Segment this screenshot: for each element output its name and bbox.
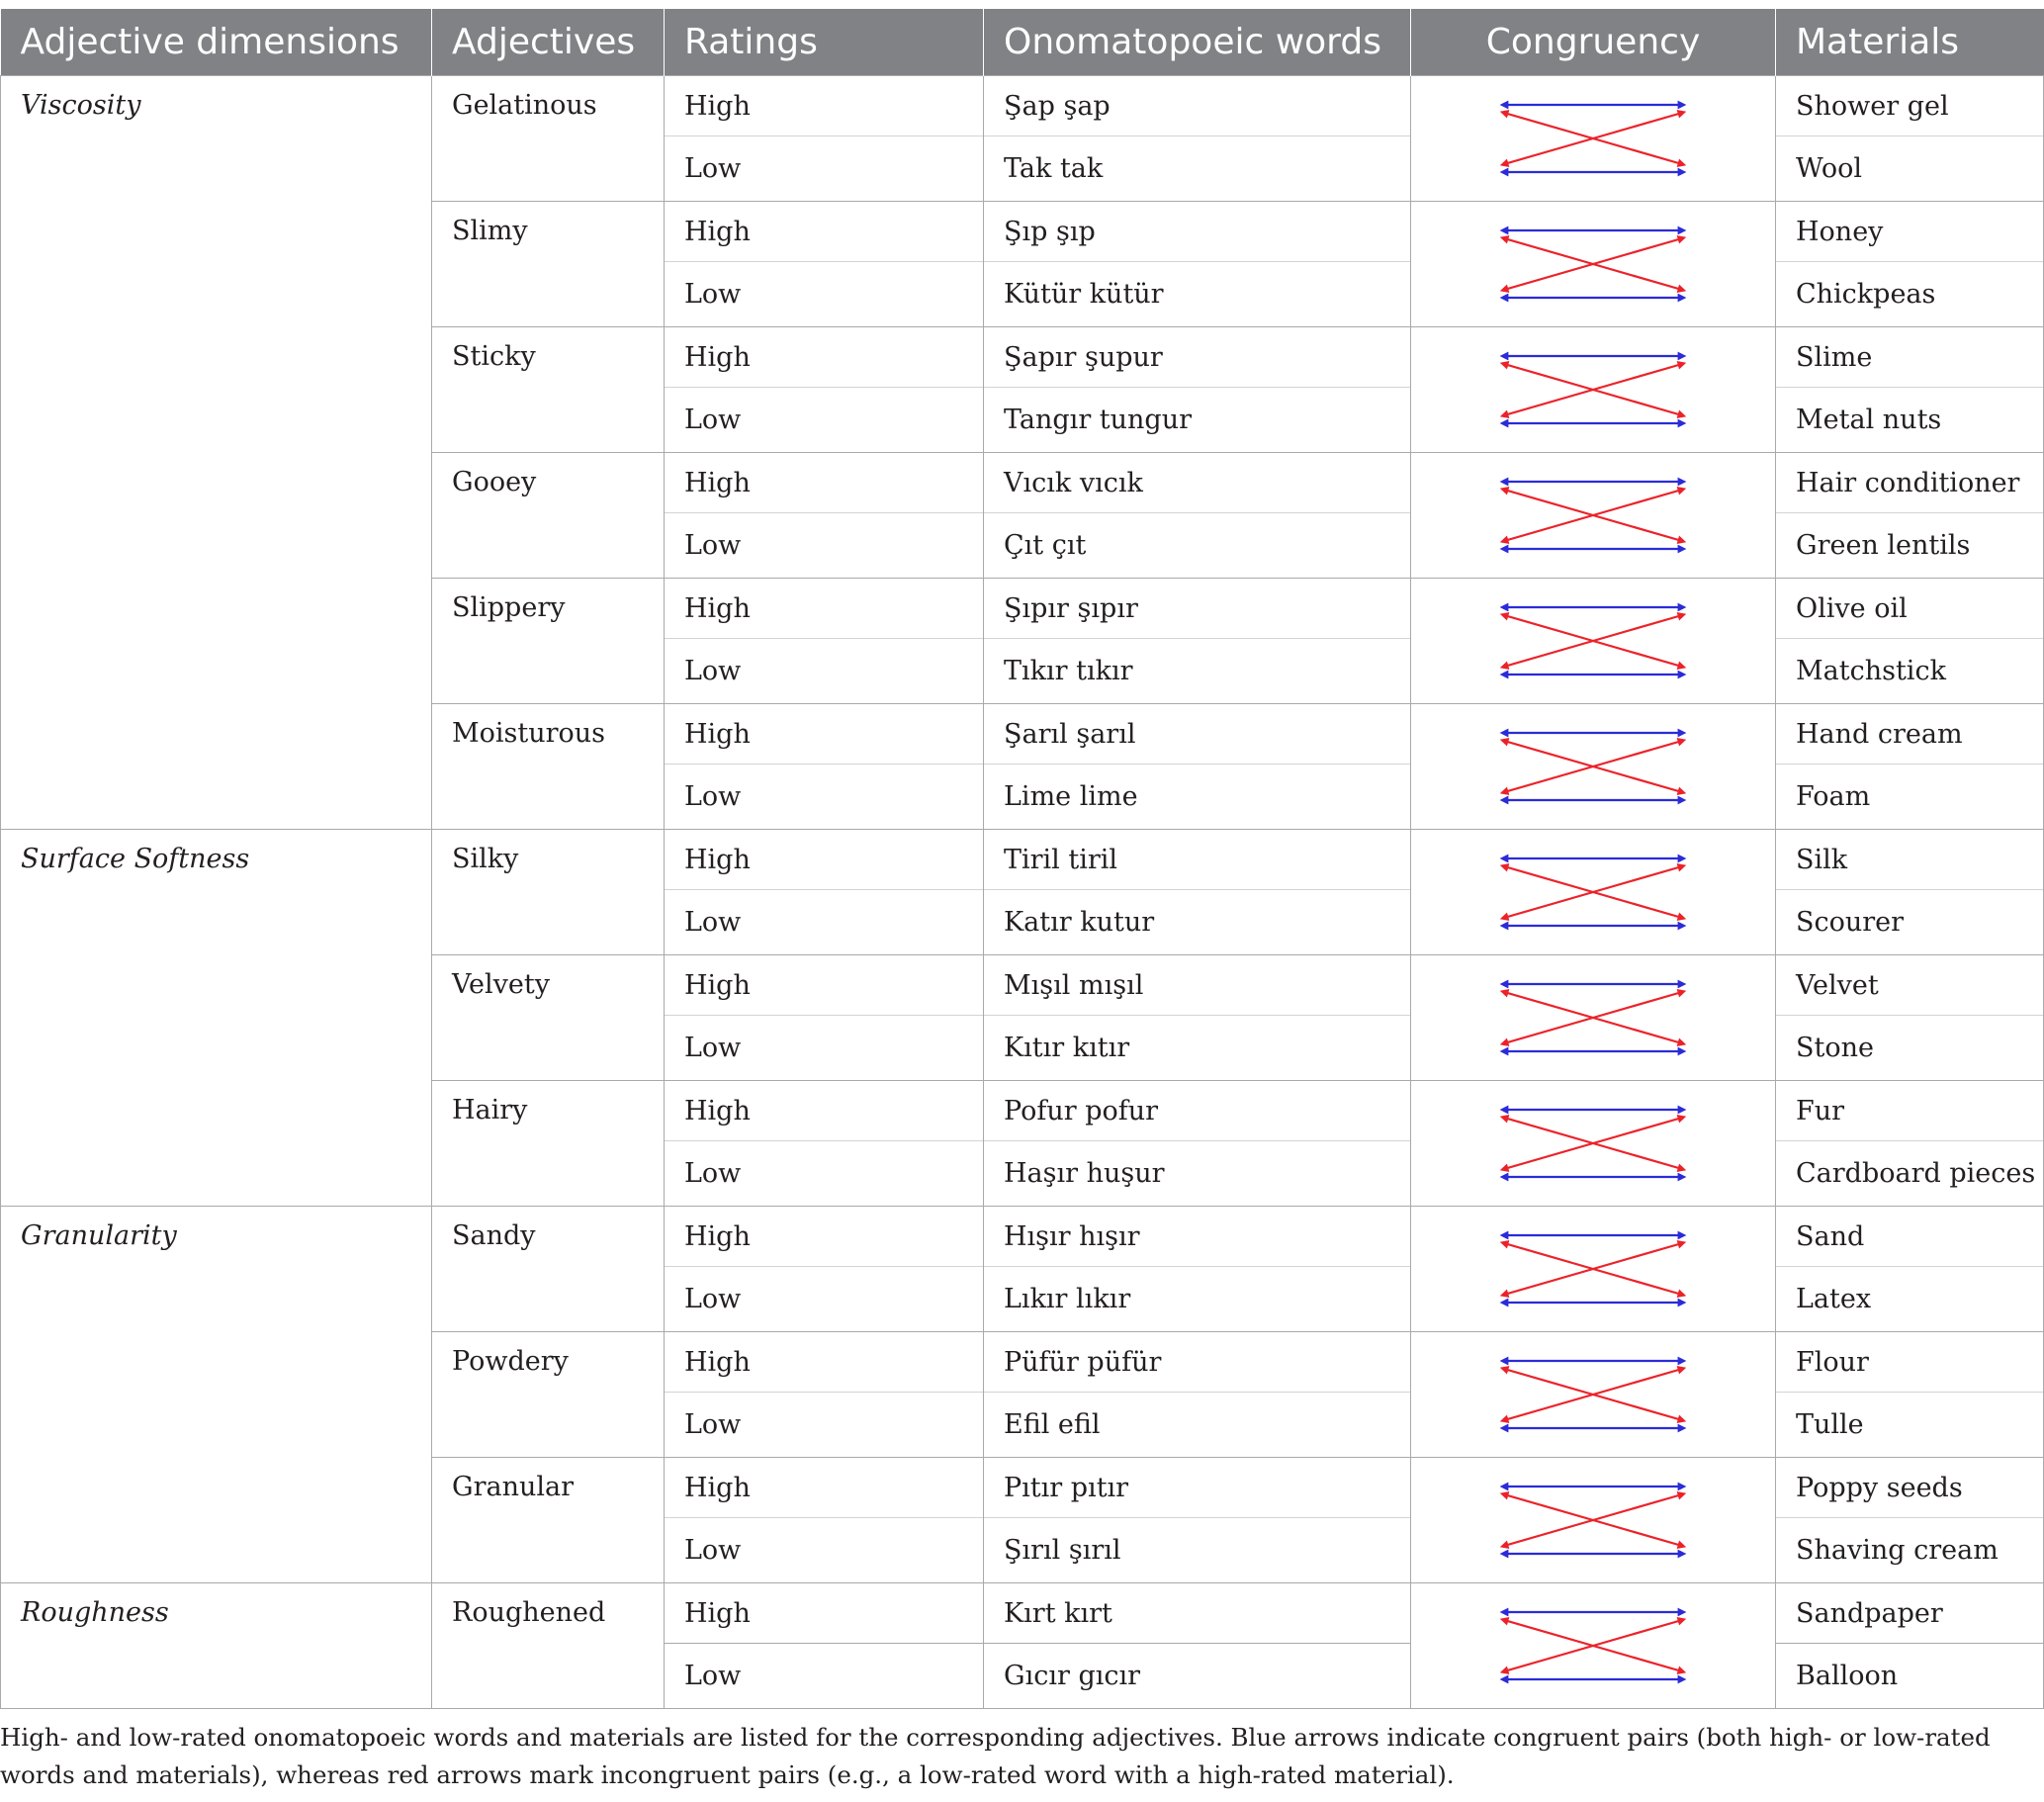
rating-cell: Low <box>665 890 984 955</box>
rating-cell: High <box>665 453 984 513</box>
adjective-cell: Powdery <box>432 1332 665 1458</box>
onomatopoeic-word-cell: Pofur pofur <box>984 1081 1411 1141</box>
incongruent-arrow-down <box>1504 113 1593 138</box>
onomatopoeic-word-cell: Lıkır lıkır <box>984 1267 1411 1332</box>
incongruent-arrow-up <box>1593 1494 1682 1520</box>
incongruent-arrow-up <box>1504 1646 1593 1671</box>
material-cell: Slime <box>1776 327 2044 388</box>
rating-cell: High <box>665 955 984 1016</box>
incongruent-arrow-down <box>1504 866 1593 892</box>
incongruent-arrow-up <box>1593 741 1682 766</box>
material-cell: Metal nuts <box>1776 388 2044 453</box>
cong0_4 <box>1494 591 1692 690</box>
incongruent-arrow-down <box>1593 264 1682 290</box>
adjective-cell: Slippery <box>432 579 665 704</box>
cong3_0 <box>1494 1596 1692 1695</box>
table-row <box>1 830 2044 890</box>
onomatopoeic-word-cell: Haşır huşur <box>984 1141 1411 1207</box>
rating-cell: Low <box>665 1518 984 1583</box>
header-ratings: Ratings <box>665 9 984 76</box>
incongruent-arrow-up <box>1593 1118 1682 1143</box>
material-cell: Hand cream <box>1776 704 2044 765</box>
material-cell: Shower gel <box>1776 76 2044 136</box>
incongruent-arrow-up <box>1593 238 1682 264</box>
rating-cell: High <box>665 830 984 890</box>
header-onomatopoeic-words: Onomatopoeic words <box>984 9 1411 76</box>
congruency-cell <box>1411 955 1776 1081</box>
onomatopoeic-word-cell: Şıpır şıpır <box>984 579 1411 639</box>
incongruent-arrow-up <box>1504 138 1593 164</box>
material-cell: Flour <box>1776 1332 2044 1393</box>
dimension-cell: Surface Softness <box>1 830 432 1207</box>
adjective-cell: Moisturous <box>432 704 665 830</box>
cong2_0 <box>1494 1219 1692 1318</box>
rating-cell: Low <box>665 1016 984 1081</box>
onomatopoeic-word-cell: Şırıl şırıl <box>984 1518 1411 1583</box>
onomatopoeic-word-cell: Püfür püfür <box>984 1332 1411 1393</box>
adjective-cell: Gelatinous <box>432 76 665 202</box>
material-cell: Balloon <box>1776 1644 2044 1709</box>
incongruent-arrow-up <box>1504 892 1593 918</box>
onomatopoeic-word-cell: Tıkır tıkır <box>984 639 1411 704</box>
material-cell: Stone <box>1776 1016 2044 1081</box>
data-table <box>0 9 2044 1709</box>
table-body <box>1 76 2044 1709</box>
incongruent-arrow-down <box>1504 490 1593 515</box>
incongruent-arrow-up <box>1504 1018 1593 1043</box>
material-cell: Latex <box>1776 1267 2044 1332</box>
congruency-cell <box>1411 1583 1776 1709</box>
material-cell: Foam <box>1776 765 2044 830</box>
incongruent-arrow-down <box>1593 390 1682 415</box>
incongruent-arrow-up <box>1504 1143 1593 1169</box>
header-materials: Materials <box>1776 9 2044 76</box>
rating-cell: High <box>665 704 984 765</box>
material-cell: Matchstick <box>1776 639 2044 704</box>
table-row <box>1 1583 2044 1644</box>
rating-cell: High <box>665 76 984 136</box>
adjective-cell: Granular <box>432 1458 665 1583</box>
onomatopoeic-word-cell: Şapır şupur <box>984 327 1411 388</box>
rating-cell: Low <box>665 1393 984 1458</box>
incongruent-arrow-down <box>1593 641 1682 667</box>
adjective-cell: Gooey <box>432 453 665 579</box>
onomatopoeic-word-cell: Gıcır gıcır <box>984 1644 1411 1709</box>
congruency-cell <box>1411 202 1776 327</box>
rating-cell: High <box>665 1583 984 1644</box>
incongruent-arrow-down <box>1593 766 1682 792</box>
dimension-cell: Viscosity <box>1 76 432 830</box>
incongruent-arrow-up <box>1504 1269 1593 1295</box>
rating-cell: Low <box>665 639 984 704</box>
adjective-cell: Roughened <box>432 1583 665 1709</box>
congruency-cell <box>1411 1081 1776 1207</box>
dimension-cell: Granularity <box>1 1207 432 1583</box>
congruency-cell <box>1411 453 1776 579</box>
onomatopoeic-word-cell: Kütür kütür <box>984 262 1411 327</box>
incongruent-arrow-down <box>1504 615 1593 641</box>
onomatopoeic-word-cell: Mışıl mışıl <box>984 955 1411 1016</box>
incongruent-arrow-up <box>1504 1395 1593 1420</box>
incongruent-arrow-down <box>1504 1494 1593 1520</box>
incongruent-arrow-up <box>1593 866 1682 892</box>
material-cell: Sandpaper <box>1776 1583 2044 1644</box>
onomatopoeic-word-cell: Vıcık vıcık <box>984 453 1411 513</box>
incongruent-arrow-down <box>1593 1269 1682 1295</box>
incongruent-arrow-up <box>1504 1520 1593 1546</box>
header-adjectives: Adjectives <box>432 9 665 76</box>
cong0_3 <box>1494 466 1692 565</box>
onomatopoeic-word-cell: Lime lime <box>984 765 1411 830</box>
onomatopoeic-word-cell: Tak tak <box>984 136 1411 202</box>
material-cell: Cardboard pieces <box>1776 1141 2044 1207</box>
table-caption: High- and low-rated onomatopoeic words and materials are listed for the corresponding adjectives. Blue arrows indicate congruent pairs (both high- or low-rated words and materials), whereas red arrows mark incongruent pairs (e.g., a low-rated word with a high-rated material). <box>0 1723 1991 1789</box>
onomatopoeic-word-cell: Çıt çıt <box>984 513 1411 579</box>
incongruent-arrow-down <box>1593 1646 1682 1671</box>
incongruent-arrow-up <box>1593 1369 1682 1395</box>
material-cell: Tulle <box>1776 1393 2044 1458</box>
material-cell: Velvet <box>1776 955 2044 1016</box>
incongruent-arrow-down <box>1504 1620 1593 1646</box>
material-cell: Wool <box>1776 136 2044 202</box>
rating-cell: Low <box>665 765 984 830</box>
onomatopoeic-word-cell: Tangır tungur <box>984 388 1411 453</box>
cong1_1 <box>1494 968 1692 1067</box>
onomatopoeic-word-cell: Kıtır kıtır <box>984 1016 1411 1081</box>
material-cell: Scourer <box>1776 890 2044 955</box>
rating-cell: High <box>665 1332 984 1393</box>
material-cell: Olive oil <box>1776 579 2044 639</box>
rating-cell: High <box>665 1458 984 1518</box>
congruency-cell <box>1411 579 1776 704</box>
incongruent-arrow-down <box>1504 238 1593 264</box>
incongruent-arrow-up <box>1593 364 1682 390</box>
dimension-cell: Roughness <box>1 1583 432 1709</box>
congruency-cell <box>1411 76 1776 202</box>
header-adjective-dimensions: Adjective dimensions <box>1 9 432 76</box>
material-cell: Sand <box>1776 1207 2044 1267</box>
cong2_2 <box>1494 1471 1692 1570</box>
onomatopoeic-word-cell: Şarıl şarıl <box>984 704 1411 765</box>
material-cell: Honey <box>1776 202 2044 262</box>
incongruent-arrow-down <box>1593 892 1682 918</box>
incongruent-arrow-down <box>1504 1243 1593 1269</box>
rating-cell: Low <box>665 136 984 202</box>
onomatopoeic-word-cell: Hışır hışır <box>984 1207 1411 1267</box>
material-cell: Shaving cream <box>1776 1518 2044 1583</box>
header-congruency: Congruency <box>1411 9 1776 76</box>
material-cell: Poppy seeds <box>1776 1458 2044 1518</box>
rating-cell: Low <box>665 262 984 327</box>
incongruent-arrow-up <box>1504 390 1593 415</box>
cong0_1 <box>1494 215 1692 314</box>
congruency-cell <box>1411 1458 1776 1583</box>
cong1_2 <box>1494 1094 1692 1193</box>
cong0_5 <box>1494 717 1692 816</box>
incongruent-arrow-up <box>1593 615 1682 641</box>
table-header <box>1 9 2044 76</box>
rating-cell: High <box>665 1081 984 1141</box>
incongruent-arrow-down <box>1593 1520 1682 1546</box>
incongruent-arrow-up <box>1593 490 1682 515</box>
adjective-cell: Velvety <box>432 955 665 1081</box>
incongruent-arrow-up <box>1504 515 1593 541</box>
adjective-cell: Silky <box>432 830 665 955</box>
congruency-cell <box>1411 704 1776 830</box>
incongruent-arrow-down <box>1593 1395 1682 1420</box>
incongruent-arrow-down <box>1593 1018 1682 1043</box>
material-cell: Hair conditioner <box>1776 453 2044 513</box>
cong2_1 <box>1494 1345 1692 1444</box>
onomatopoeic-word-cell: Şap şap <box>984 76 1411 136</box>
incongruent-arrow-up <box>1593 1243 1682 1269</box>
incongruent-arrow-down <box>1593 138 1682 164</box>
congruency-cell <box>1411 327 1776 453</box>
onomatopoeic-word-cell: Kırt kırt <box>984 1583 1411 1644</box>
incongruent-arrow-down <box>1504 364 1593 390</box>
incongruent-arrow-up <box>1593 1620 1682 1646</box>
rating-cell: Low <box>665 1141 984 1207</box>
incongruent-arrow-down <box>1504 1118 1593 1143</box>
material-cell: Chickpeas <box>1776 262 2044 327</box>
incongruent-arrow-up <box>1593 113 1682 138</box>
adjective-cell: Slimy <box>432 202 665 327</box>
rating-cell: High <box>665 202 984 262</box>
table-row <box>1 1207 2044 1267</box>
incongruent-arrow-up <box>1593 992 1682 1018</box>
incongruent-arrow-down <box>1504 741 1593 766</box>
incongruent-arrow-down <box>1593 1143 1682 1169</box>
onomatopoeic-word-cell: Katır kutur <box>984 890 1411 955</box>
cong0_2 <box>1494 340 1692 439</box>
adjective-cell: Sandy <box>432 1207 665 1332</box>
incongruent-arrow-up <box>1504 766 1593 792</box>
rating-cell: Low <box>665 513 984 579</box>
material-cell: Fur <box>1776 1081 2044 1141</box>
rating-cell: High <box>665 327 984 388</box>
rating-cell: Low <box>665 388 984 453</box>
table-row <box>1 76 2044 136</box>
adjective-cell: Sticky <box>432 327 665 453</box>
incongruent-arrow-up <box>1504 641 1593 667</box>
onomatopoeic-word-cell: Şıp şıp <box>984 202 1411 262</box>
congruency-cell <box>1411 1332 1776 1458</box>
incongruent-arrow-down <box>1504 1369 1593 1395</box>
rating-cell: High <box>665 579 984 639</box>
onomatopoeic-word-cell: Tiril tiril <box>984 830 1411 890</box>
cong1_0 <box>1494 843 1692 942</box>
rating-cell: Low <box>665 1267 984 1332</box>
congruency-cell <box>1411 830 1776 955</box>
incongruent-arrow-down <box>1593 515 1682 541</box>
congruency-cell <box>1411 1207 1776 1332</box>
material-cell: Green lentils <box>1776 513 2044 579</box>
material-cell: Silk <box>1776 830 2044 890</box>
rating-cell: Low <box>665 1644 984 1709</box>
onomatopoeic-word-cell: Pıtır pıtır <box>984 1458 1411 1518</box>
onomatopoeic-word-cell: Efil efil <box>984 1393 1411 1458</box>
incongruent-arrow-down <box>1504 992 1593 1018</box>
cong0_0 <box>1494 89 1692 188</box>
incongruent-arrow-up <box>1504 264 1593 290</box>
adjective-cell: Hairy <box>432 1081 665 1207</box>
rating-cell: High <box>665 1207 984 1267</box>
